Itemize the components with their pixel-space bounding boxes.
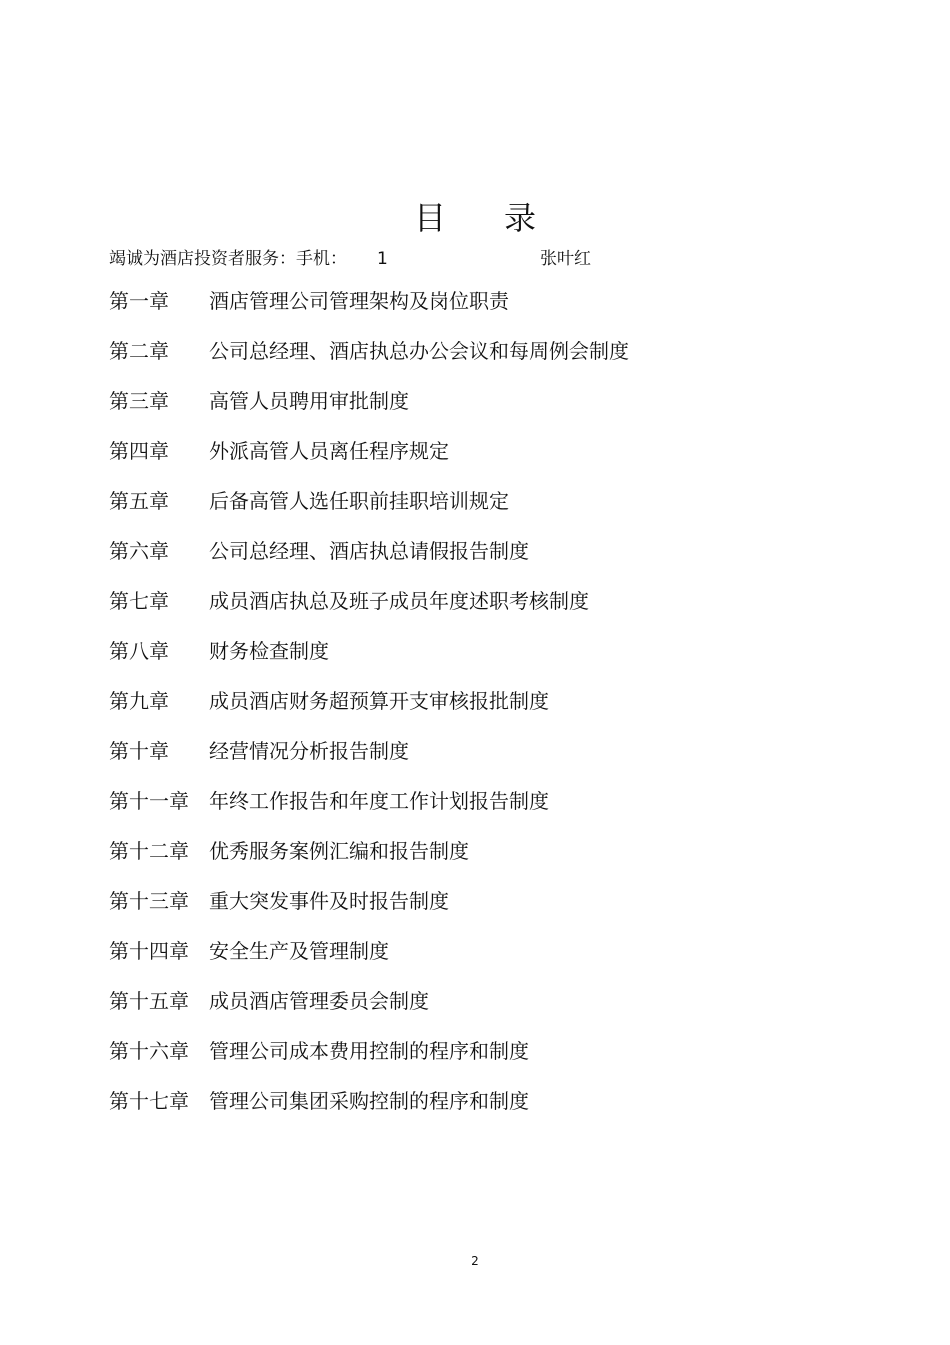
toc-title: 高管人员聘用审批制度 [209,389,409,413]
toc-chapter: 第八章 [109,639,169,663]
page-number: 2 [471,1254,479,1268]
toc-chapter: 第十五章 [109,989,189,1013]
toc-title: 重大突发事件及时报告制度 [209,889,449,913]
toc-chapter: 第九章 [109,689,169,713]
toc-chapter: 第十三章 [109,889,189,913]
toc-entry-17 [109,1086,869,1136]
toc-title: 酒店管理公司管理架构及岗位职责 [209,289,509,313]
toc-chapter: 第五章 [109,489,169,513]
toc-chapter: 第十一章 [109,789,189,813]
contact-label: 竭诚为酒店投资者服务：手机： [109,249,347,269]
toc-title: 公司总经理、酒店执总办公会议和每周例会制度 [209,339,629,363]
toc-chapter: 第二章 [109,339,169,363]
toc-entry-16 [109,1036,869,1086]
page-title-char-2: 录 [504,199,537,237]
toc-entry-7 [109,586,869,636]
toc-entry-9 [109,686,869,736]
toc-entry-6 [109,536,869,586]
toc-entry-1 [109,286,869,336]
toc-title: 经营情况分析报告制度 [209,739,409,763]
toc-title: 成员酒店财务超预算开支审核报批制度 [209,689,549,713]
toc-chapter: 第四章 [109,439,169,463]
toc-title: 后备高管人选任职前挂职培训规定 [209,489,509,513]
page-title-char-1: 目 [413,199,446,237]
toc-title: 成员酒店管理委员会制度 [209,989,429,1013]
page-title [0,196,950,240]
toc-title: 财务检查制度 [209,639,329,663]
toc-entry-3 [109,386,869,436]
toc-entry-12 [109,836,869,886]
toc-entry-14 [109,936,869,986]
toc-chapter: 第十二章 [109,839,189,863]
toc-title: 管理公司集团采购控制的程序和制度 [209,1089,529,1113]
toc-entry-15 [109,986,869,1036]
toc-entry-4 [109,436,869,486]
toc-title: 管理公司成本费用控制的程序和制度 [209,1039,529,1063]
toc-title: 安全生产及管理制度 [209,939,389,963]
toc-title: 优秀服务案例汇编和报告制度 [209,839,469,863]
toc-chapter: 第十六章 [109,1039,189,1063]
toc-title: 年终工作报告和年度工作计划报告制度 [209,789,549,813]
toc-chapter: 第七章 [109,589,169,613]
toc-title: 外派高管人员离任程序规定 [209,439,449,463]
toc-chapter: 第十七章 [109,1089,189,1113]
toc-chapter: 第十章 [109,739,169,763]
toc-chapter: 第六章 [109,539,169,563]
toc-entry-13 [109,886,869,936]
toc-title: 成员酒店执总及班子成员年度述职考核制度 [209,589,589,613]
toc-title: 公司总经理、酒店执总请假报告制度 [209,539,529,563]
toc-entry-5 [109,486,869,536]
toc-chapter: 第十四章 [109,939,189,963]
table-of-contents [109,286,869,1136]
toc-entry-11 [109,786,869,836]
contact-phone: 1 [377,249,388,269]
toc-entry-8 [109,636,869,686]
toc-entry-10 [109,736,869,786]
toc-chapter: 第一章 [109,289,169,313]
toc-entry-2 [109,336,869,386]
toc-chapter: 第三章 [109,389,169,413]
contact-name: 张叶红 [540,249,591,269]
